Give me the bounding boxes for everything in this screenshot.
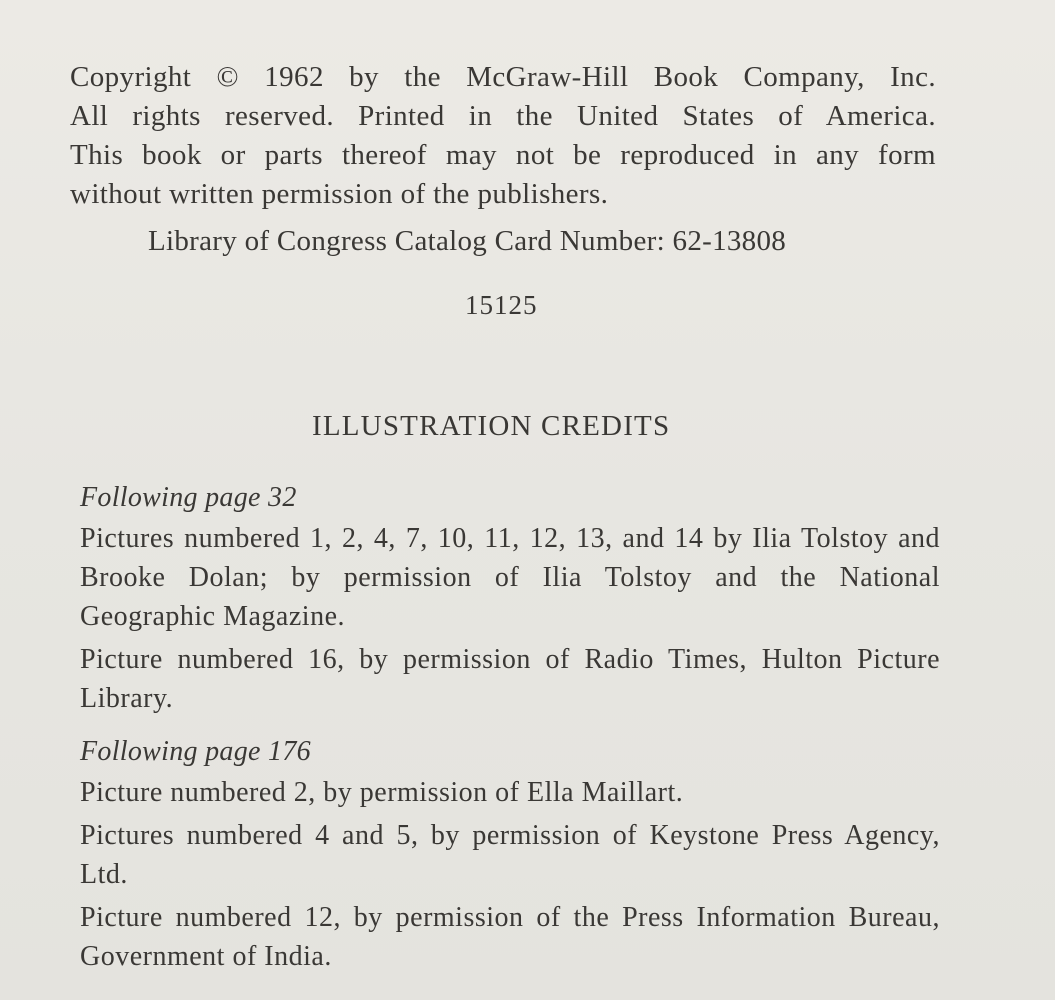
copyright-line: This book or parts thereof may not be reproduced in any form (70, 139, 936, 171)
print-number: 15125 (465, 290, 538, 320)
credits-section (80, 478, 940, 718)
copyright-line: Copyright © 1962 by the McGraw-Hill Book Company, Inc. (70, 61, 936, 93)
credit-entry: Picture numbered 2, by permission of Ella Maillart. (80, 777, 684, 808)
copyright-line: without written permission of the publishers. (70, 178, 609, 210)
credit-entry: Pictures numbered 1, 2, 4, 7, 10, 11, 12, 13, and 14 by Ilia Tolstoy and Brooke Dolan; by permission of Ilia Tolstoy and the National Geographic Magazine. (80, 523, 940, 632)
credit-entry: Picture numbered 16, by permission of Radio Times, Hulton Picture Library. (80, 644, 940, 714)
credits-list (80, 478, 940, 980)
credits-heading: ILLUSTRATION CREDITS (312, 410, 671, 442)
credits-section (80, 732, 940, 976)
credit-entry: Pictures numbered 4 and 5, by permission of Keystone Press Agency, Ltd. (80, 820, 940, 890)
catalog-card-number: Library of Congress Catalog Card Number: 62-13808 (148, 225, 787, 257)
copyright-line: All rights reserved. Printed in the United States of America. (70, 100, 936, 132)
section-title: Following page 176 (80, 736, 311, 767)
section-title: Following page 32 (80, 482, 297, 513)
copyright-notice (70, 58, 936, 214)
credit-entry: Picture numbered 12, by permission of the Press Information Bureau, Government of India. (80, 902, 940, 972)
